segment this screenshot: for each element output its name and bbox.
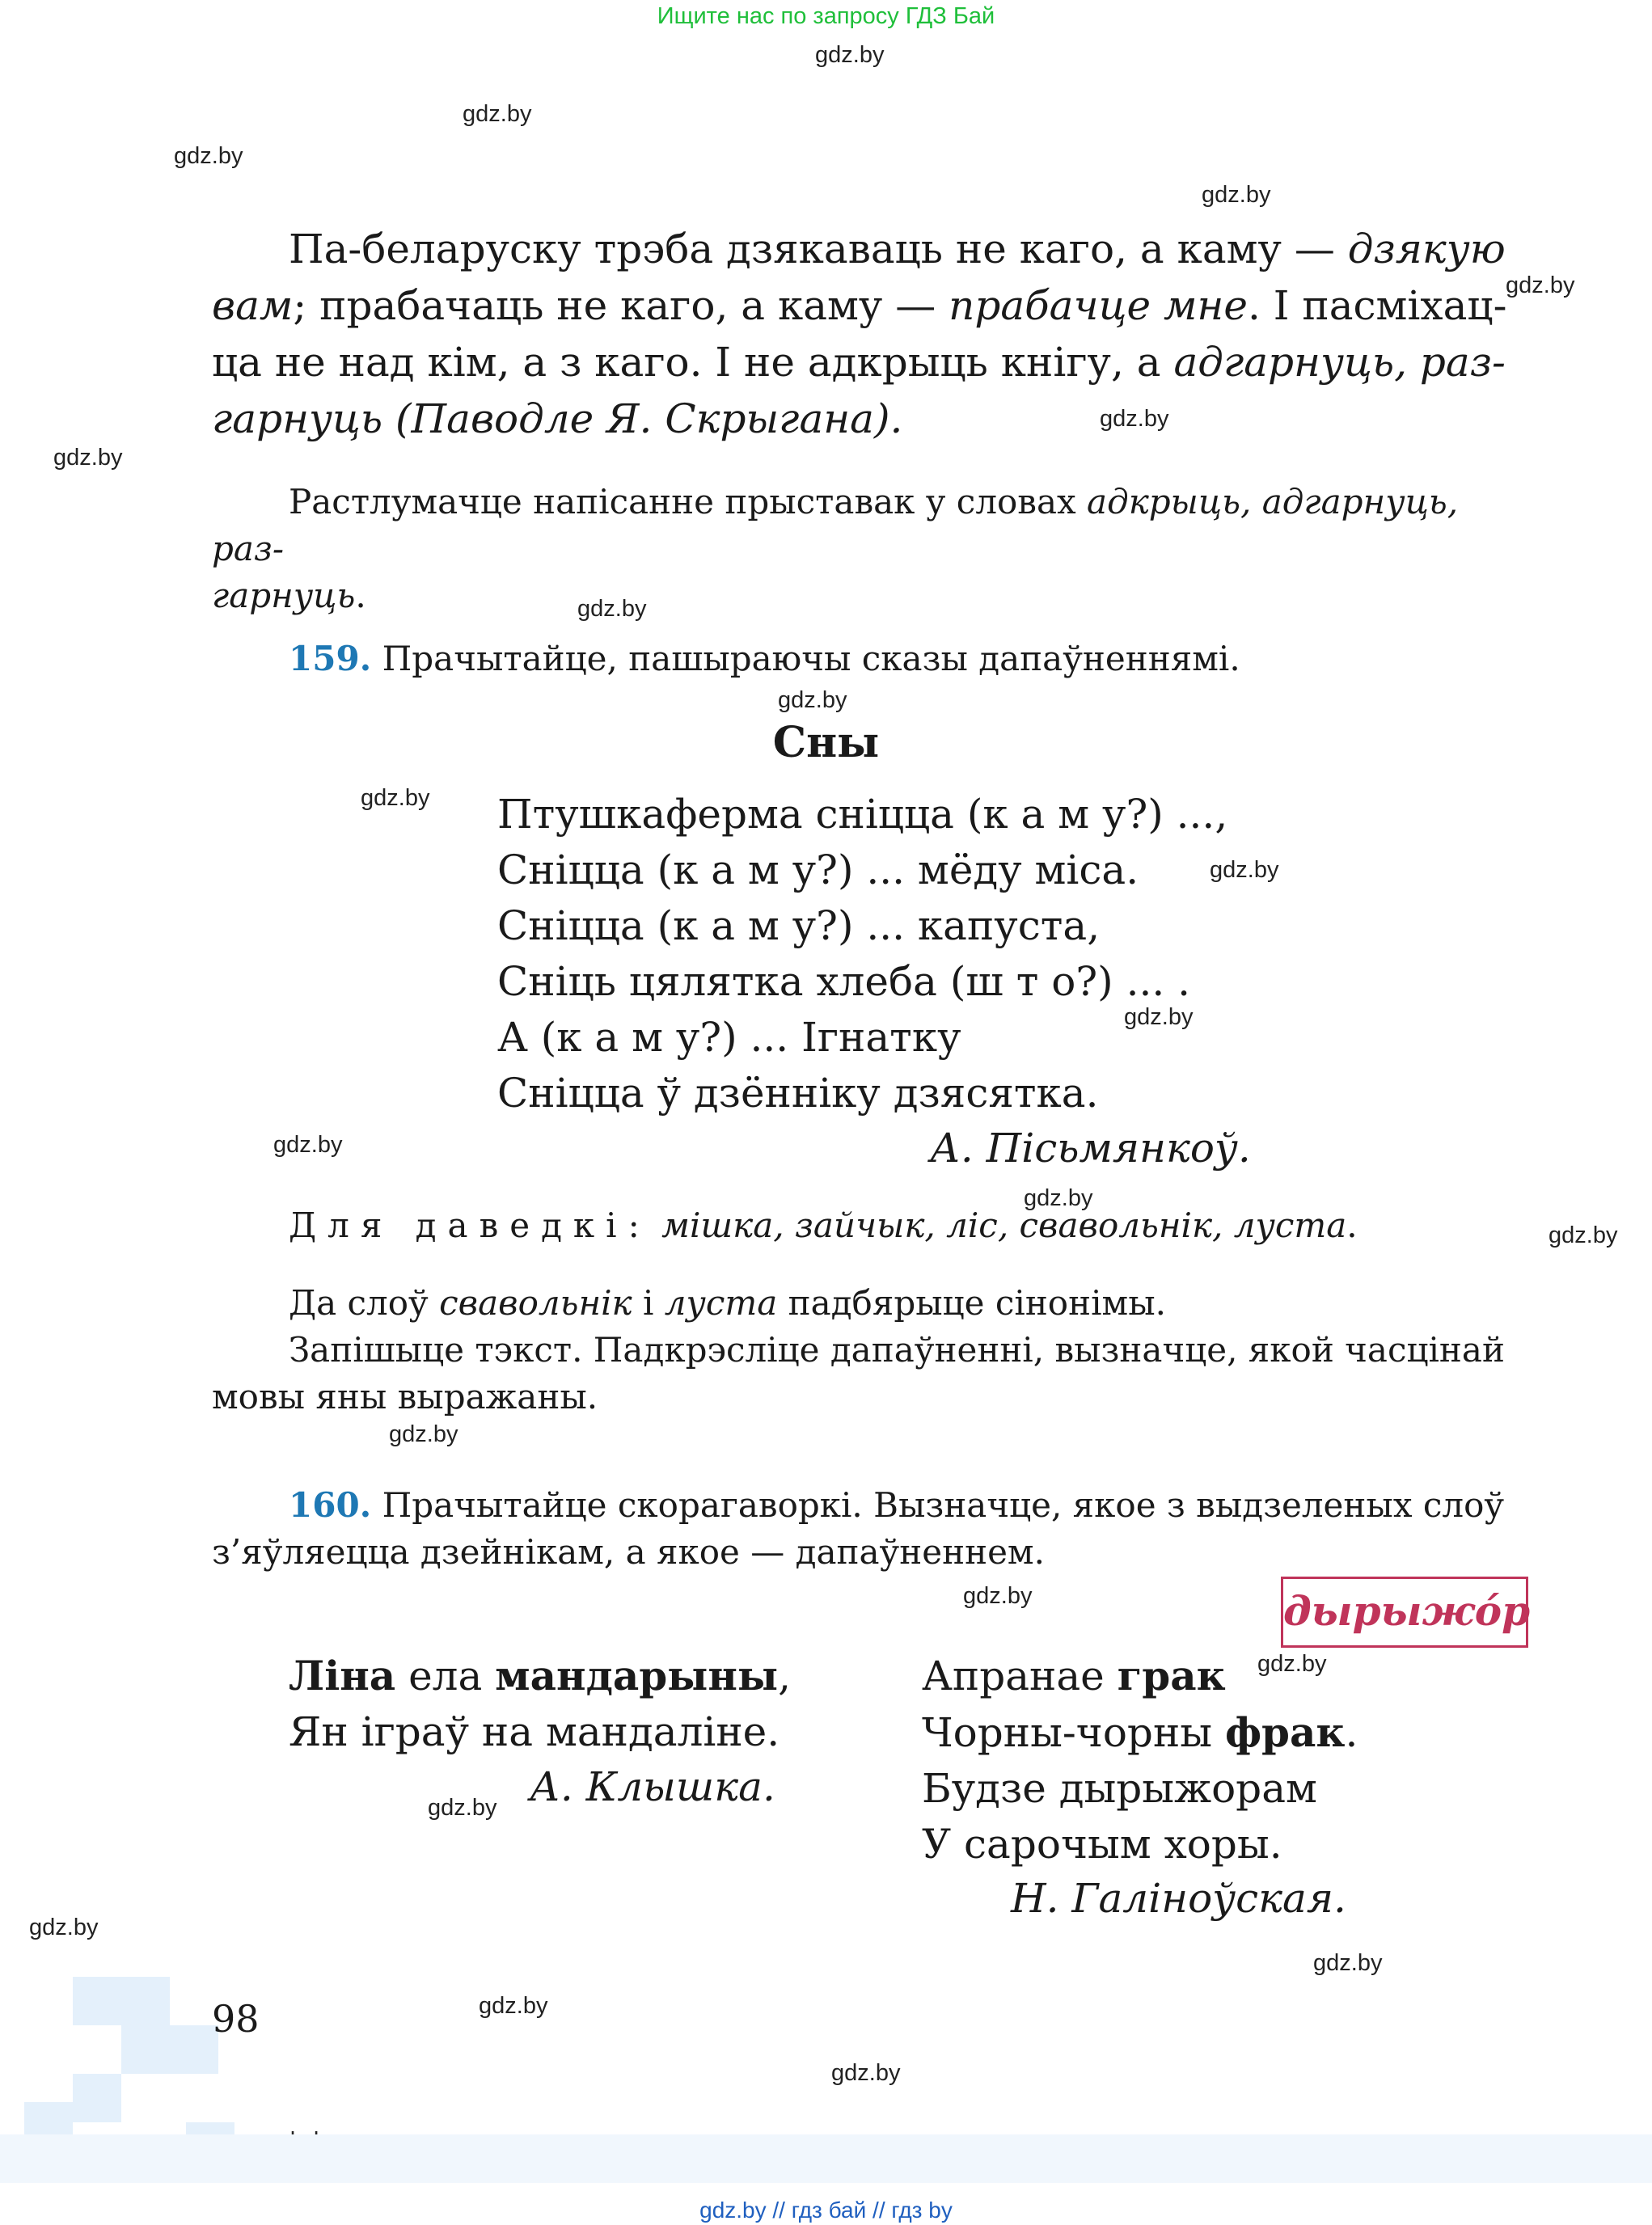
watermark: gdz.by [1506,272,1575,298]
tongue-twister-1-author: А. Клышка. [530,1763,775,1810]
watermark: gdz.by [463,101,532,127]
task-number: 160. [289,1485,372,1525]
poem-line: Сніцца (к а м у?) ... капуста, [497,902,1101,949]
watermark: gdz.by [963,1583,1033,1609]
watermark: gdz.by [29,1915,99,1940]
watermark: gdz.by [479,1993,548,2019]
poem-line: Сніцца (к а м у?) ... мёду міса. [497,847,1139,893]
watermark: gdz.by [53,445,123,471]
watermark: gdz.by [1257,1651,1327,1677]
explain-task: Растлумачце напісанне прыставак у словах адкрыць, адгарнуць, раз- гарнуць. [212,482,1459,615]
watermark: gdz.by [1024,1185,1093,1211]
decor-band [0,2134,1652,2183]
poem-title: Сны [772,718,880,767]
page-number: 98 [212,1997,260,2041]
tongue-twister-2: Апранае грак Чорны-чорны фрак. Будзе дырыжорам У сарочым хоры. [922,1652,1358,1868]
task-159-header: 159. Прачытайце, пашыраючы сказы дапаўненнямі. [289,639,1240,678]
watermark: gdz.by [1548,1222,1618,1248]
watermark: gdz.by [1124,1004,1194,1030]
intro-paragraph: Па-беларуску трэба дзякаваць не каго, а каму — дзякую вам; прабачаць не каго, а каму — прабачце мне. I пасміхац- ца не над кім, а з каго. I не адкрыць кнігу, а адгарнуць, раз- гарнуць (Паводле Я. Скрыгана). [212,226,1507,442]
watermark: gdz.by [428,1795,497,1821]
watermark: gdz.by [815,42,885,68]
decor-square [73,1977,121,2025]
watermark: gdz.by [1202,182,1271,208]
task-160-header: 160. Прачытайце скорагаворкі. Вызначце, якое з выдзеленых слоў з’яўляецца дзейнікам, а якое — дапаўненнем. [212,1485,1505,1572]
decor-square [73,2074,121,2122]
tongue-twister-2-author: Н. Галіноўская. [1011,1875,1346,1922]
watermark: gdz.by [1210,857,1279,883]
vocabulary-word-box: дырыжóр [1281,1577,1528,1648]
task-159-questions: Да слоў свавольнік і луста падбярыце сінонімы. Запішыце тэкст. Падкрэсліце дапаўненні, вызначце, якой часцінай мовы яны выражаны. [212,1283,1505,1416]
decor-square [121,2025,170,2074]
footer-links[interactable]: gdz.by // гдз бай // гдз by [699,2198,953,2223]
watermark: gdz.by [273,1132,343,1158]
poem-line: Птушкаферма сніцца (к а м у?) ..., [497,791,1228,838]
poem-line: Сніцца ў дзённіку дзясятка. [497,1070,1099,1117]
poem-line: А (к а м у?) ... Ігнатку [497,1014,961,1061]
watermark: gdz.by [174,143,243,169]
decor-square [121,1977,170,2025]
watermark: gdz.by [361,785,430,811]
decor-square [170,2025,218,2074]
search-banner: Ищите нас по запросу ГДЗ Бай [657,3,995,29]
watermark: gdz.by [1313,1950,1383,1976]
tongue-twister-1: Ліна ела мандарыны, Ян іграў на мандаліне. [289,1652,792,1755]
watermark: gdz.by [831,2060,901,2086]
poem-line: Сніць цялятка хлеба (ш т о?) ... . [497,958,1191,1005]
reference-words: Для даведкі: мішка, зайчык, ліс, свавольнік, луста. [289,1205,1358,1245]
task-number: 159. [289,639,372,678]
watermark: gdz.by [389,1421,458,1447]
watermark: gdz.by [1100,406,1169,432]
poem-sny [497,787,1227,1121]
watermark: gdz.by [778,687,847,713]
poem-author: А. Пісьмянкоў. [930,1125,1251,1172]
watermark: gdz.by [577,596,647,622]
